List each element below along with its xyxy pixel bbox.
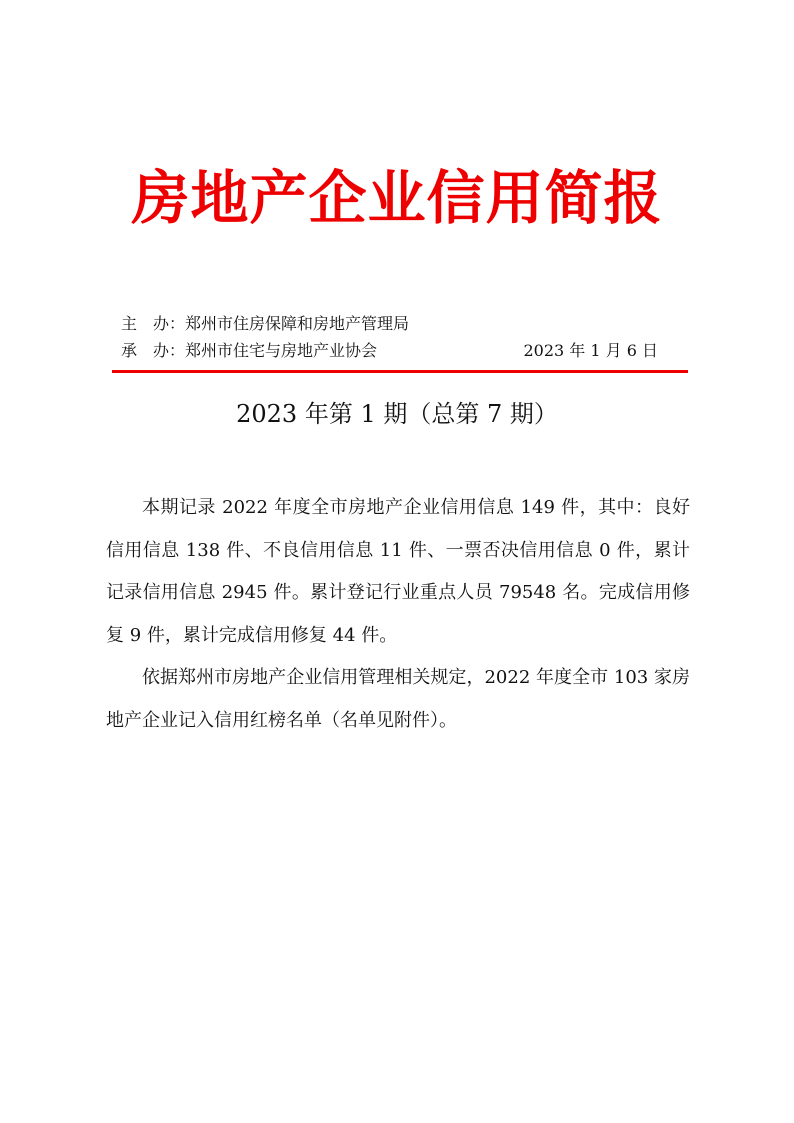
sponsor-label: 主 办： [121,314,186,333]
issue-date: 2023 年 1 月 6 日 [523,341,658,360]
organizer-label: 承 办： [121,341,186,360]
organizer-name: 郑州市住宅与房地产业协会 [185,341,378,360]
header-divider [112,370,688,373]
sponsor-row [121,313,661,335]
issue-number: 2023 年第 1 期（总第 7 期） [236,400,558,428]
sponsor-name: 郑州市住房保障和房地产管理局 [185,314,410,333]
organizer-row [121,340,661,362]
body-paragraph: 本期记录 2022 年度全市房地产企业信用信息 149 件，其中：良好信用信息 138 件、不良信用信息 11 件、一票否决信用信息 0 件，累计记录信用信息 2945 件。累计登记行业重点人员 79548 名。完成信用修复 9 件，累计完成信用修复 44 件。 [106,497,690,646]
bulletin-body [106,487,690,742]
bulletin-title: 房地产企业信用简报 [131,164,663,232]
body-paragraph: 依据郑州市房地产企业信用管理相关规定，2022 年度全市 103 家房地产企业记入信用红榜名单（名单见附件）。 [106,667,690,731]
